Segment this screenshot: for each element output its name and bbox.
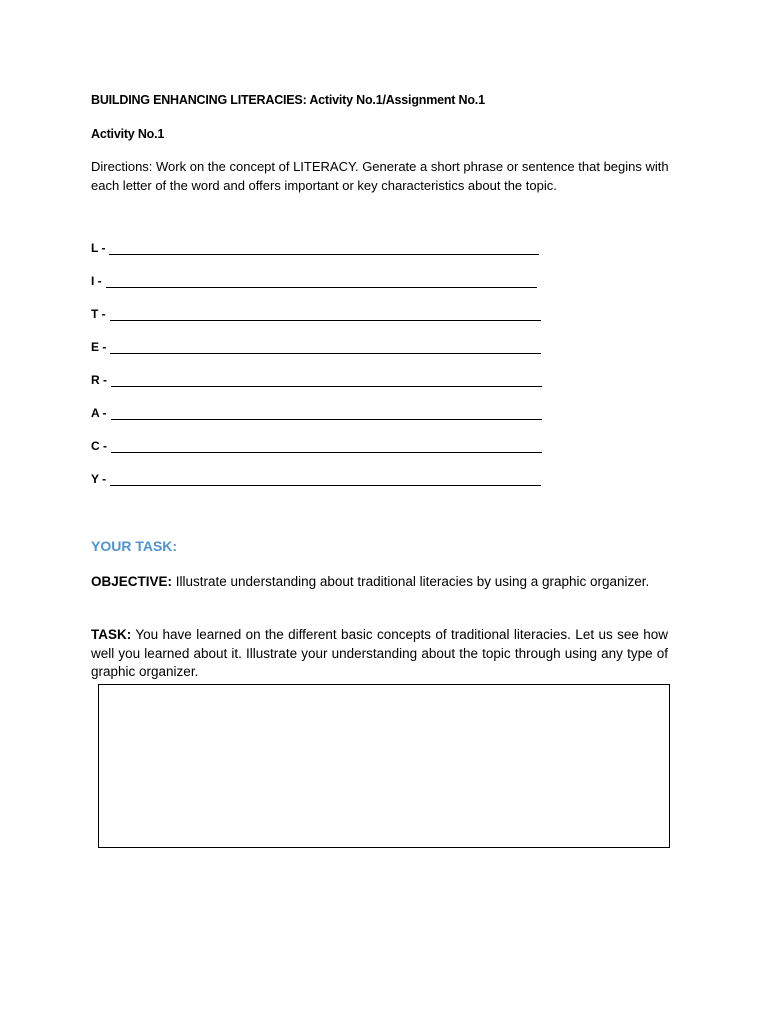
answer-blank[interactable] [110,340,541,354]
answer-blank[interactable] [110,307,541,321]
task-text: You have learned on the different basic concepts of traditional literacies. Let us see how well you learned about it. Illustrate your understanding about the topic through using any type of graphic organizer. [91,627,668,679]
directions-text: Directions: Work on the concept of LITERACY. Generate a short phrase or sentence that begins with each letter of the word and offers important or key characteristics about the topic. [91,159,669,193]
graphic-organizer-box[interactable] [98,684,670,848]
acrostic-letter: A - [91,406,107,420]
objective-label: OBJECTIVE: [91,574,173,589]
answer-blank[interactable] [111,373,542,387]
acrostic-lines [91,241,551,505]
acrostic-line-y[interactable] [91,472,551,505]
acrostic-line-a[interactable] [91,406,551,439]
objective-paragraph [91,573,668,592]
task-heading: YOUR TASK: [91,538,178,554]
answer-blank[interactable] [111,406,542,420]
acrostic-letter: T - [91,307,106,321]
activity-heading: Activity No.1 [91,127,165,141]
task-label: TASK: [91,627,132,642]
answer-blank[interactable] [110,472,541,486]
acrostic-letter: E - [91,340,107,354]
acrostic-letter: R - [91,373,107,387]
objective-text: Illustrate understanding about traditional literacies by using a graphic organizer. [172,574,650,589]
acrostic-line-i[interactable] [91,274,551,307]
acrostic-line-l[interactable] [91,241,551,274]
acrostic-line-r[interactable] [91,373,551,406]
acrostic-line-t[interactable] [91,307,551,340]
acrostic-letter: I - [91,274,102,288]
task-paragraph [91,626,668,682]
acrostic-line-c[interactable] [91,439,551,472]
answer-blank[interactable] [109,241,539,255]
acrostic-letter: C - [91,439,107,453]
acrostic-letter: Y - [91,472,107,486]
answer-blank[interactable] [111,439,542,453]
acrostic-line-e[interactable] [91,340,551,373]
answer-blank[interactable] [106,274,537,288]
acrostic-letter: L - [91,241,106,255]
document-title: BUILDING ENHANCING LITERACIES: Activity No.1/Assignment No.1 [91,93,485,107]
